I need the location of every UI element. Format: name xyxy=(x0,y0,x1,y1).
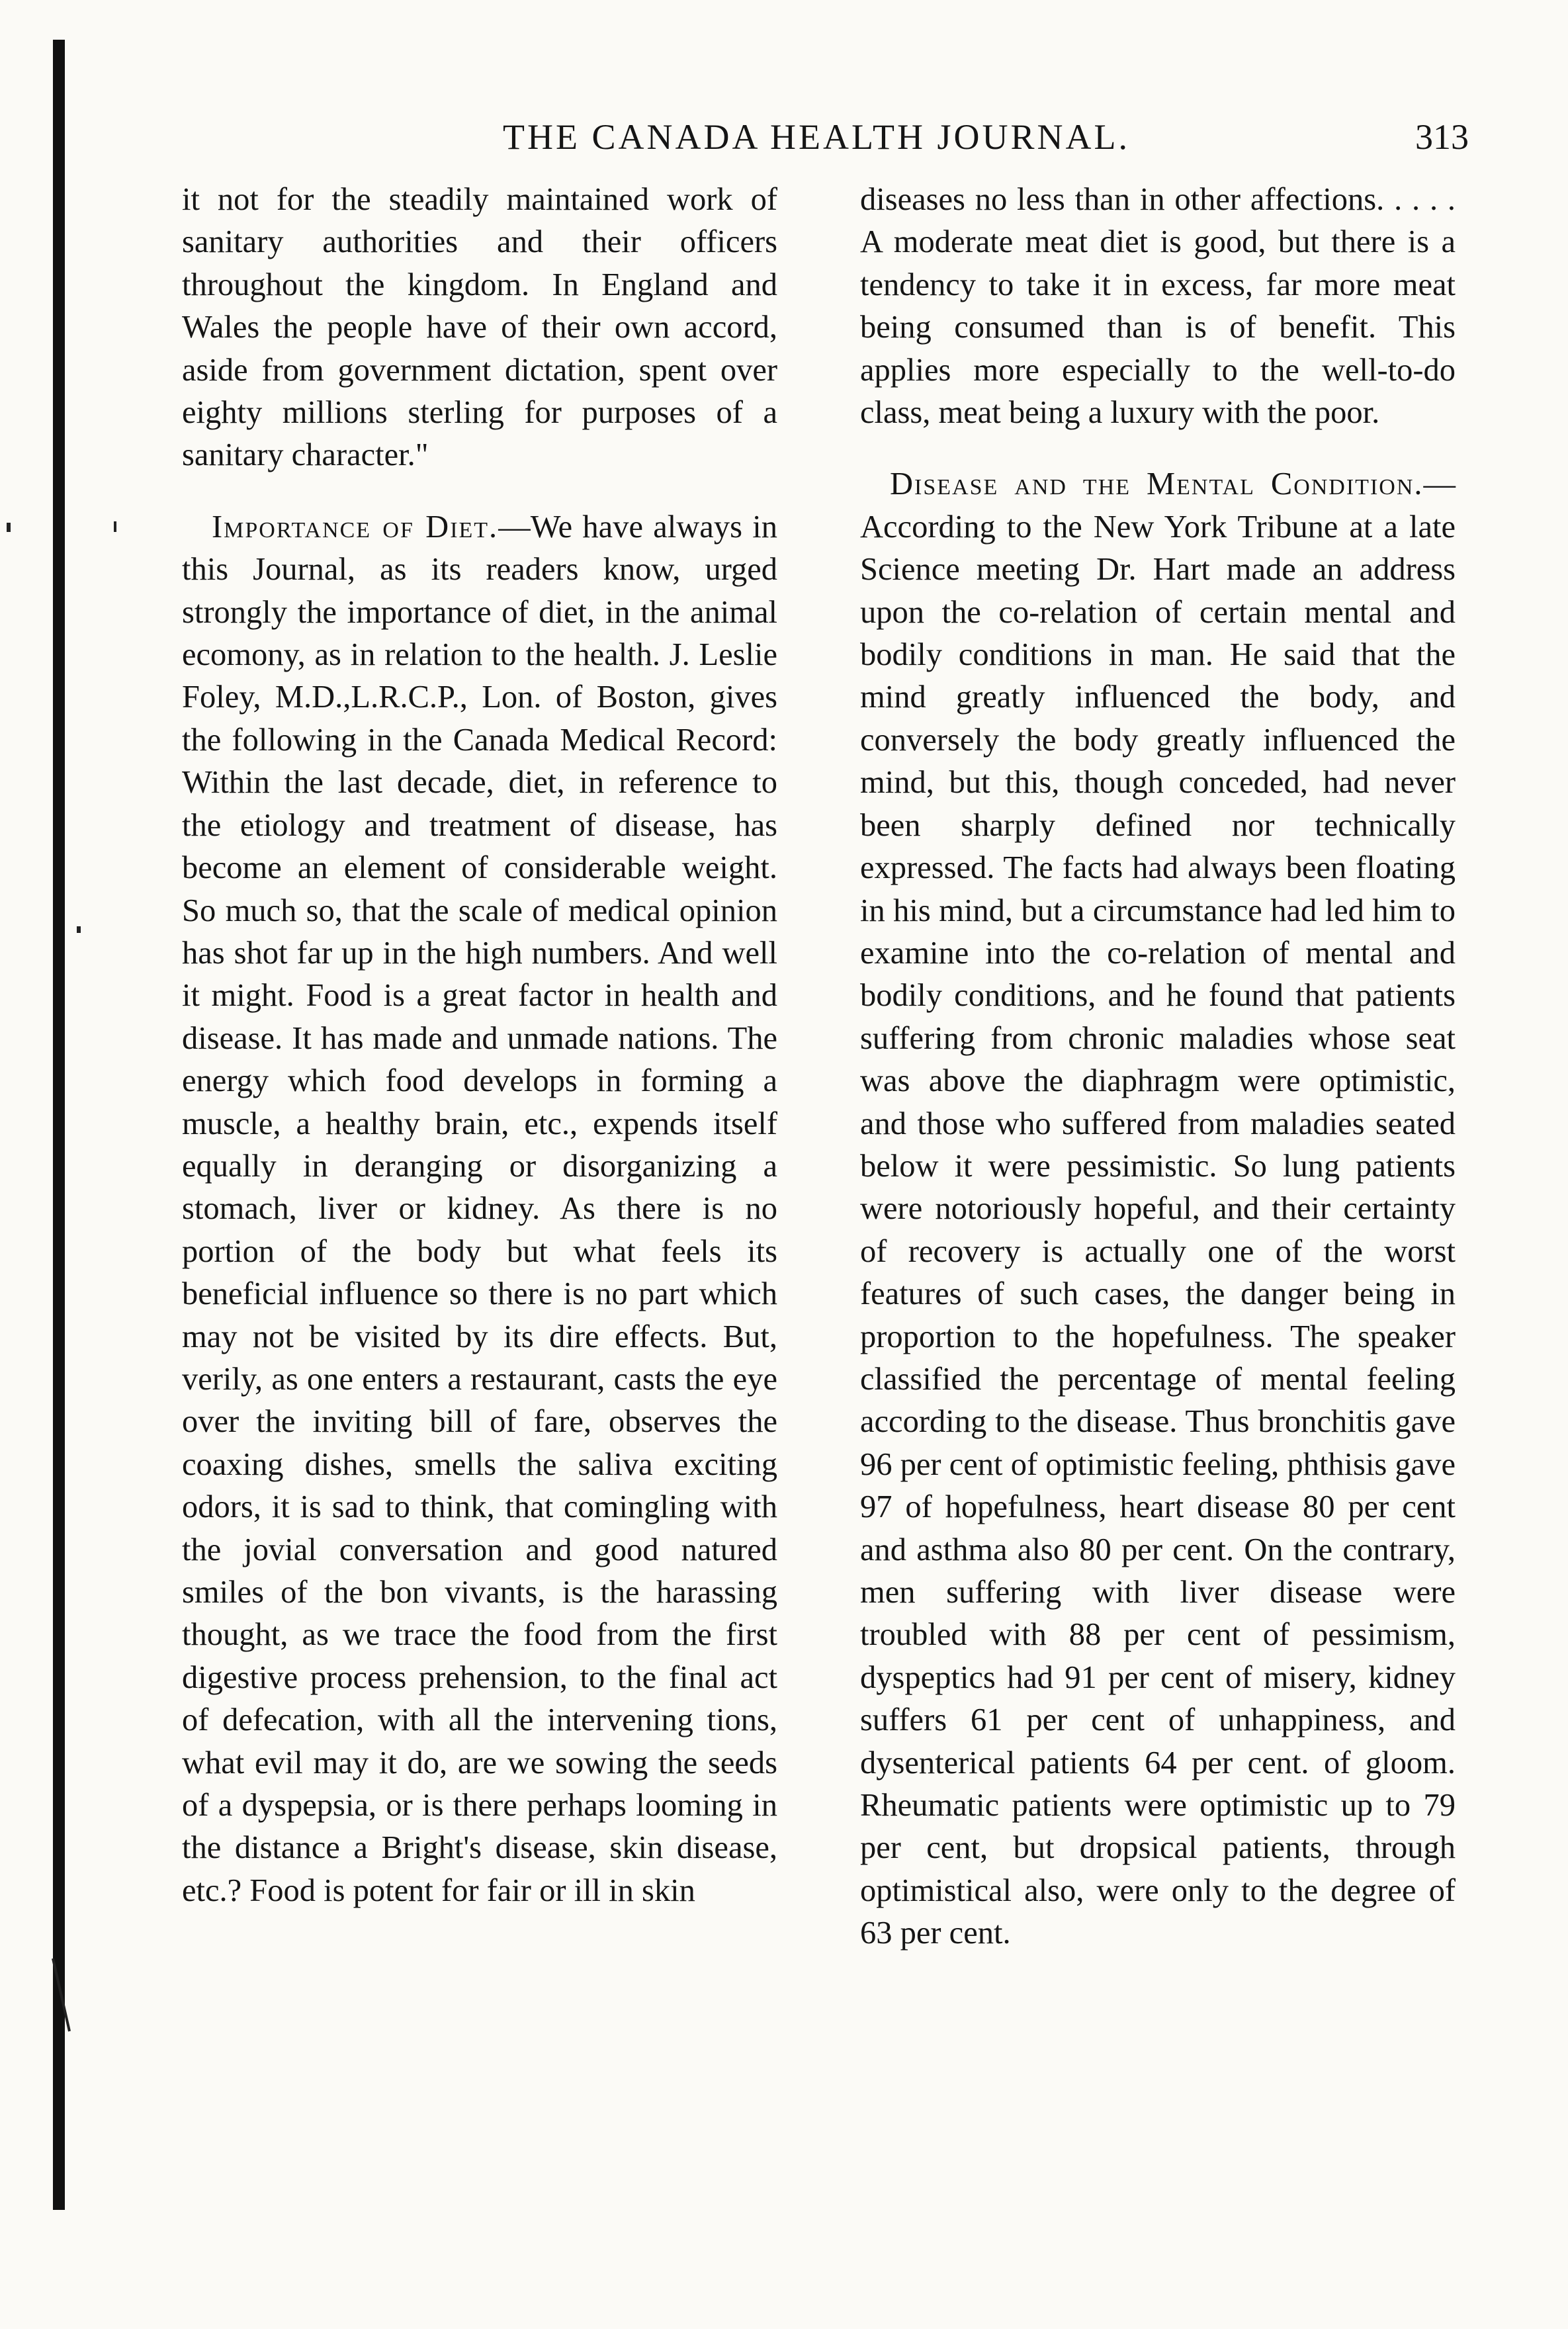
continued-paragraph: diseases no less than in other affections. . . . . A moderate meat diet is good, but there is a tendency to take it in excess, far more meat being consumed than is of benefit. This applies more especially to the well-to-do class, meat being a luxury with the poor. xyxy=(860,182,1456,431)
right-column xyxy=(860,179,1456,1955)
diet-heading: Importance of Diet. xyxy=(212,509,499,545)
mental-condition-heading: Disease and the Mental Condition. xyxy=(890,466,1424,502)
margin-mark xyxy=(114,521,116,532)
page-header xyxy=(159,116,1469,163)
diet-text: —We have always in this Journal, as its readers know, urged strongly the importance of diet, in the animal ecomony, as in relation to the health. J. Leslie Foley, M.D.,L.R.C.P., Lon. of Boston, gives the following in the Canada Medical Record: Within the last decade, diet, in reference to the etiology and treatment of disease, has become an element of considerable weight. So much so, that the scale of medical opinion has shot far up in the high numbers. And well it might. Food is a great factor in health and disease. It has made and unmade nations. The energy which food develops in forming a muscle, a healthy brain, etc., expends itself equally in deranging or disorganizing a stomach, liver or kidney. As there is no portion of the body but what feels its beneficial influence so there is no part which may not be visited by its dire effects. But, verily, as one enters a restaurant, casts the eye over the inviting bill of fare, observes the coaxing dishes, smells the saliva exciting odors, it is sad to think, that comingling with the jovial conversation and good natured smiles of the bon vivants, is the harassing thought, as we trace the food from the first digestive process prehension, to the final act of defecation, with all the intervening tions, what evil may it do, are we sowing the seeds of a dyspepsia, or is there perhaps looming in the distance a Bright's disease, skin disease, etc.? Food is potent for fair or ill in skin xyxy=(182,509,777,1908)
margin-mark xyxy=(77,926,81,933)
mental-condition-text: —According to the New York Tribune at a late Science meeting Dr. Hart made an address upon the co-relation of certain mental and bodily conditions in man. He said that the mind greatly influenced the body, and conversely the body greatly influenced the mind, but this, though conceded, had never been sharply defined nor technically expressed. The facts had always been floating in his mind, but a circumstance had led him to examine into the co-relation of mental and bodily conditions, and he found that patients suffering from chronic maladies whose seat was above the diaphragm were optimistic, and those who suffered from maladies seated below it were pessimistic. So lung patients were notoriously hopeful, and their certainty of recovery is actually one of the worst features of such cases, the danger being in proportion to the hopefulness. The speaker classified the percentage of mental feeling according to the disease. Thus bronchitis gave 96 per cent of optimistic feeling, phthisis gave 97 of hopefulness, heart disease 80 per cent and asthma also 80 per cent. On the contrary, men suffering with liver disease were troubled with 88 per cent of pessimism, dyspeptics had 91 per cent of misery, kidney suffers 61 per cent of unhappiness, and dysenterical patients 64 per cent. of gloom. Rheumatic patients were optimistic up to 79 per cent, but dropsical patients, through optimistical also, were only to the degree of 63 per cent. xyxy=(860,466,1456,1951)
continued-paragraph: it not for the steadily maintained work of sanitary authorities and their officers throughout the kingdom. In England and Wales the people have of their own accord, aside from government dictation, spent over eighty millions sterling for purposes of a sanitary character." xyxy=(182,182,777,473)
diet-paragraph xyxy=(182,506,777,1912)
mental-condition-paragraph xyxy=(860,463,1456,1955)
margin-stroke xyxy=(40,1958,79,2038)
running-head: THE CANADA HEALTH JOURNAL. xyxy=(503,117,1130,157)
margin-mark xyxy=(7,523,11,532)
left-column xyxy=(182,179,777,1912)
page-number: 313 xyxy=(1415,117,1469,157)
binding-edge-rule xyxy=(53,40,65,2210)
